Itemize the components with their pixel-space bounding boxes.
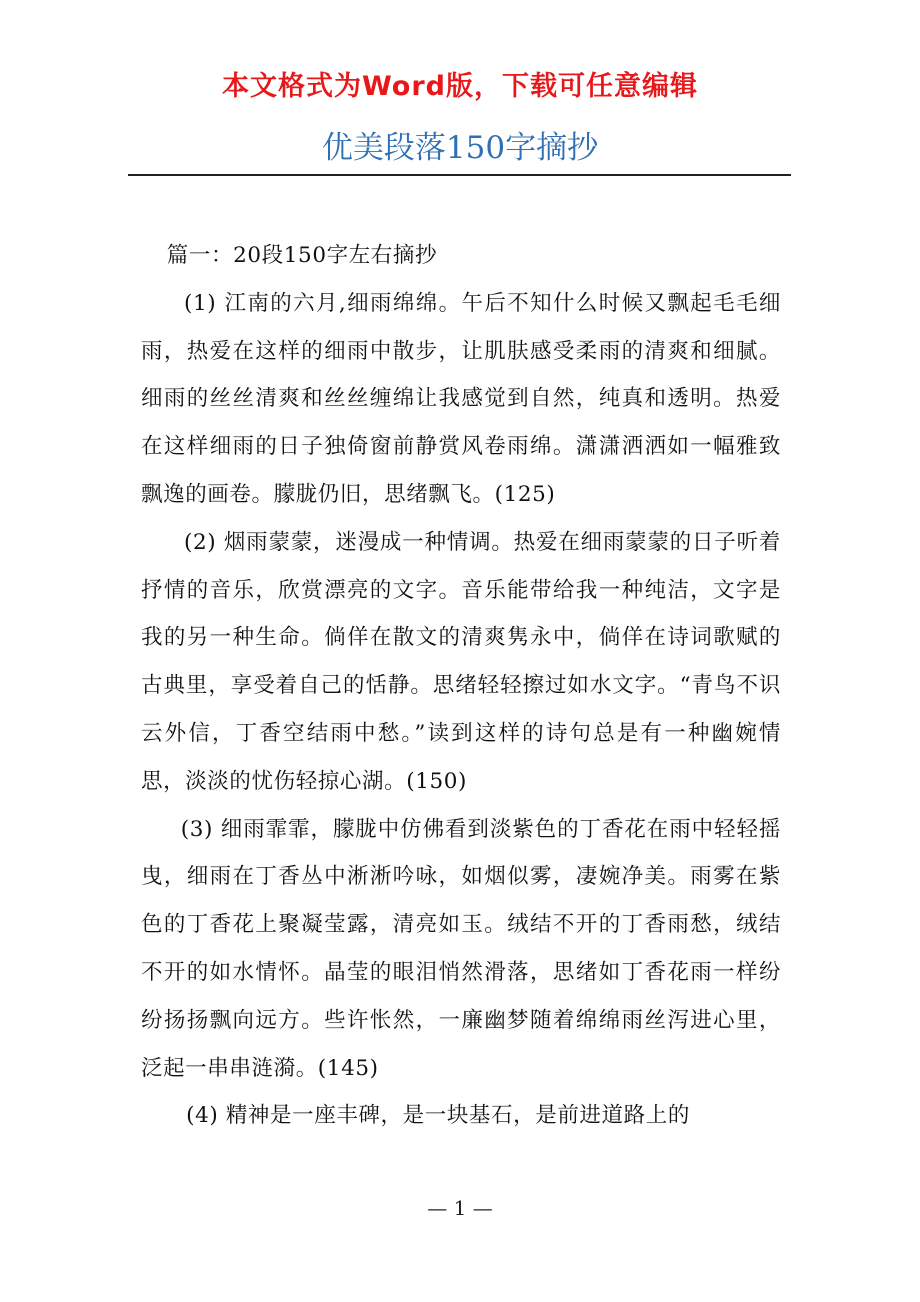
document-body (141, 232, 781, 1140)
paragraph-1: (1) 江南的六月,细雨绵绵。午后不知什么时候又飘起毛毛细雨，热爱在这样的细雨中散步，让肌肤感受柔雨的清爽和细腻。细雨的丝丝清爽和丝丝缠绵让我感觉到自然，纯真和透明。热爱在这样细雨的日子独倚窗前静赏风卷雨绵。潇潇洒洒如一幅雅致飘逸的画卷。朦胧仍旧，思绪飘飞。(125) (141, 290, 781, 507)
page-title: 优美段落150字摘抄 (321, 130, 599, 166)
paragraph-3: (3) 细雨霏霏，朦胧中仿佛看到淡紫色的丁香花在雨中轻轻摇曳，细雨在丁香丛中淅淅吟咏，如烟似雾，凄婉净美。雨雾在紫色的丁香花上聚凝莹露，清亮如玉。绒结不开的丁香雨愁，绒结不开的如水情怀。晶莹的眼泪悄然滑落，思绪如丁香花雨一样纷纷扬扬飘向远方。些许怅然，一廉幽梦随着绵绵雨丝泻进心里，泛起一串串涟漪。(145) (141, 816, 781, 1081)
format-notice-banner: 本文格式为Word版，下载可任意编辑 (221, 71, 698, 102)
section-heading: 篇一：20段150字左右摘抄 (166, 243, 438, 268)
paragraph-4: (4) 精神是一座丰碑，是一块基石，是前进道路上的 (186, 1103, 690, 1129)
title-divider (128, 174, 791, 176)
paragraph-2: (2) 烟雨蒙蒙，迷漫成一种情调。热爱在细雨蒙蒙的日子听着抒情的音乐，欣赏漂亮的文字。音乐能带给我一种纯洁，文字是我的另一种生命。倘佯在散文的清爽隽永中，倘佯在诗词歌赋的古典里，享受着自己的恬静。思绪轻轻擦过如水文字。“青鸟不识云外信，丁香空结雨中愁。”读到这样的诗句总是有一种幽婉情思，淡淡的忧伤轻掠心湖。(150) (141, 529, 781, 794)
page-number: — 1 — (427, 1196, 493, 1220)
